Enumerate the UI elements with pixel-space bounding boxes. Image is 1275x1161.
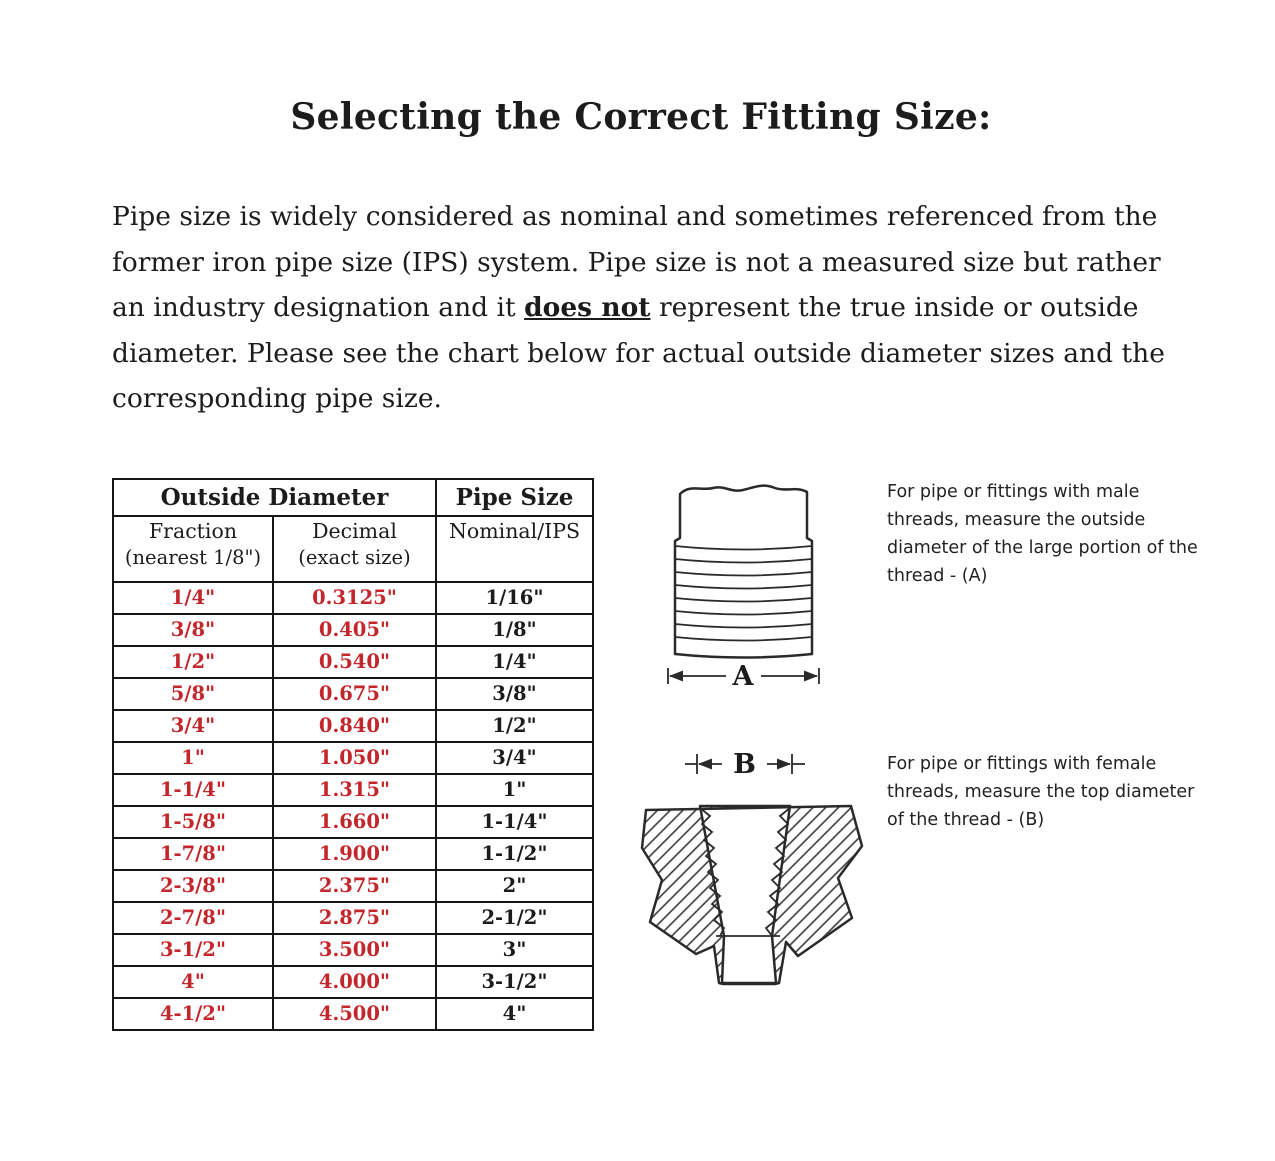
header-fraction: Fraction (nearest 1/8"): [113, 516, 273, 582]
diagram-notes-column: [640, 478, 1205, 988]
table-row: [113, 902, 593, 934]
cell-pipe-size: 2-1/2": [436, 902, 593, 934]
header-pipe-size: Pipe Size: [436, 479, 593, 516]
cell-decimal: 1.660": [273, 806, 436, 838]
table-row: [113, 742, 593, 774]
cell-fraction: 1/2": [113, 646, 273, 678]
male-thread-note: For pipe or fittings with male threads, measure the outside diameter of the large portion of the thread - (A): [887, 481, 1198, 586]
cell-decimal: 1.050": [273, 742, 436, 774]
cell-fraction: 1-5/8": [113, 806, 273, 838]
table-row: [113, 966, 593, 998]
cell-pipe-size: 2": [436, 870, 593, 902]
table-row: [113, 806, 593, 838]
cell-pipe-size: 1/16": [436, 582, 593, 614]
cell-decimal: 0.540": [273, 646, 436, 678]
dimension-b-label: B: [733, 749, 756, 780]
table-group-header-row: [113, 479, 593, 516]
cell-pipe-size: 3/4": [436, 742, 593, 774]
table-row: [113, 774, 593, 806]
female-thread-diagram: [640, 750, 875, 988]
table-row: [113, 710, 593, 742]
male-thread-section: [640, 478, 1205, 692]
header-outside-diameter: Outside Diameter: [113, 479, 436, 516]
cell-pipe-size: 3": [436, 934, 593, 966]
cell-pipe-size: 1": [436, 774, 593, 806]
size-chart-table: [112, 478, 594, 1031]
table-row: [113, 614, 593, 646]
cell-fraction: 1/4": [113, 582, 273, 614]
cell-pipe-size: 1-1/4": [436, 806, 593, 838]
table-body: [113, 582, 593, 1030]
cell-fraction: 2-7/8": [113, 902, 273, 934]
table-row: [113, 998, 593, 1030]
cell-fraction: 3/8": [113, 614, 273, 646]
table-row: [113, 646, 593, 678]
female-thread-section: [640, 750, 1205, 988]
cell-fraction: 2-3/8": [113, 870, 273, 902]
cell-decimal: 0.3125": [273, 582, 436, 614]
cell-decimal: 1.900": [273, 838, 436, 870]
intro-part1: Pipe size is widely considered as nominal and sometimes referenced from the former iron pipe size (IPS) system. Pipe size is not a measured size but rather an industry designation and it: [112, 201, 1161, 324]
cell-fraction: 5/8": [113, 678, 273, 710]
cell-fraction: 1": [113, 742, 273, 774]
female-thread-illustration-icon: [640, 750, 868, 988]
cell-fraction: 4-1/2": [113, 998, 273, 1030]
cell-fraction: 4": [113, 966, 273, 998]
table-row: [113, 870, 593, 902]
intro-paragraph: [112, 194, 1170, 422]
cell-decimal: 4.500": [273, 998, 436, 1030]
cell-decimal: 0.675": [273, 678, 436, 710]
header-nominal-ips: Nominal/IPS: [436, 516, 593, 582]
cell-decimal: 0.840": [273, 710, 436, 742]
dimension-a-label: A: [732, 660, 754, 692]
table-row: [113, 582, 593, 614]
cell-fraction: 3/4": [113, 710, 273, 742]
cell-fraction: 1-7/8": [113, 838, 273, 870]
cell-fraction: 1-1/4": [113, 774, 273, 806]
cell-decimal: 0.405": [273, 614, 436, 646]
table-row: [113, 838, 593, 870]
cell-decimal: 3.500": [273, 934, 436, 966]
female-thread-note: For pipe or fittings with female threads, measure the top diameter of the thread - (B): [887, 753, 1195, 830]
male-thread-illustration-icon: [666, 478, 824, 692]
cell-pipe-size: 1/8": [436, 614, 593, 646]
cell-decimal: 1.315": [273, 774, 436, 806]
cell-pipe-size: 3/8": [436, 678, 593, 710]
cell-pipe-size: 3-1/2": [436, 966, 593, 998]
table-row: [113, 678, 593, 710]
cell-pipe-size: 1/4": [436, 646, 593, 678]
page-title: Selecting the Correct Fitting Size:: [290, 96, 992, 138]
cell-decimal: 2.875": [273, 902, 436, 934]
cell-pipe-size: 1-1/2": [436, 838, 593, 870]
cell-decimal: 2.375": [273, 870, 436, 902]
intro-part2: represent the true inside or outside diameter. Please see the chart below for actual outside diameter sizes and the corresponding pipe size.: [112, 292, 1165, 415]
cell-pipe-size: 1/2": [436, 710, 593, 742]
cell-fraction: 3-1/2": [113, 934, 273, 966]
table-subheader-row: [113, 516, 593, 582]
male-thread-diagram: [640, 478, 875, 692]
table-row: [113, 934, 593, 966]
intro-emphasis: does not: [524, 292, 651, 324]
cell-decimal: 4.000": [273, 966, 436, 998]
header-decimal: Decimal (exact size): [273, 516, 436, 582]
cell-pipe-size: 4": [436, 998, 593, 1030]
figure-row: [112, 478, 1198, 1031]
